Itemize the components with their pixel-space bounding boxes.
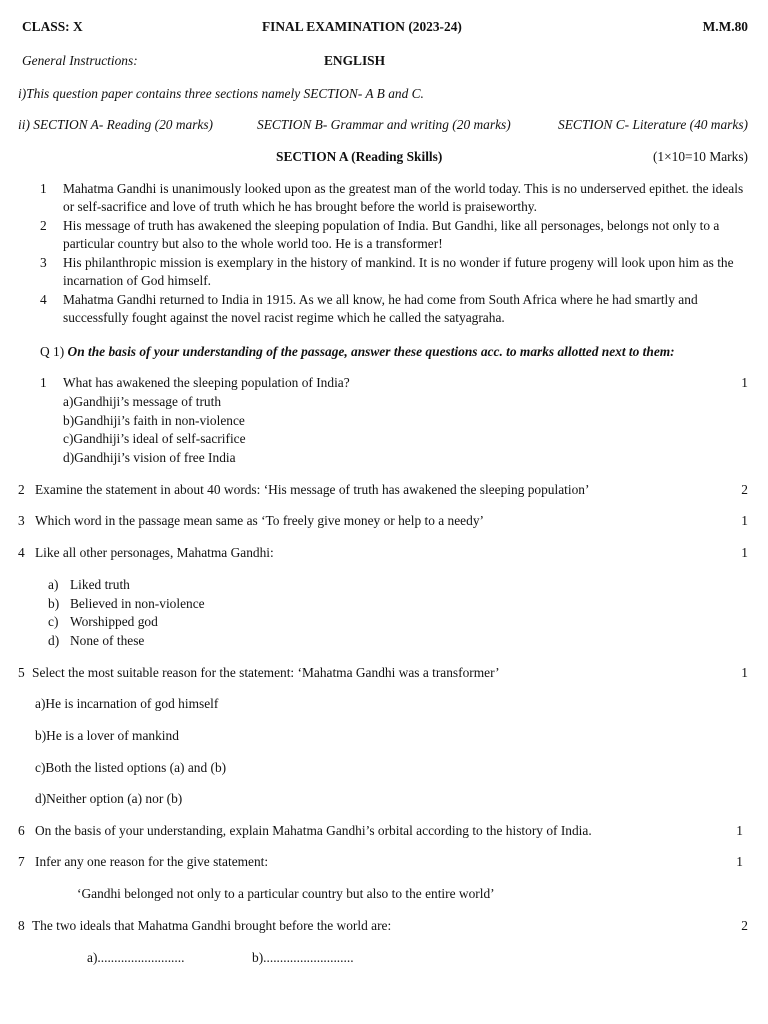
q1-prefix: Q 1) <box>40 344 65 359</box>
question-7-quote: ‘Gandhi belonged not only to a particular country but also to the entire world’ <box>77 886 495 901</box>
section-a-heading: SECTION A (Reading Skills) <box>276 149 443 164</box>
passage-num-4: 4 <box>40 292 47 307</box>
exam-title: FINAL EXAMINATION (2023-24) <box>262 19 462 34</box>
question-8-blank-b[interactable]: b)........................... <box>252 950 354 965</box>
question-8-marks: 2 <box>741 918 748 933</box>
question-5-marks: 1 <box>741 665 748 680</box>
instruction-section-c: SECTION C- Literature (40 marks) <box>558 117 748 132</box>
question-4-text: Like all other personages, Mahatma Gandhi: <box>35 545 274 560</box>
instruction-section-a: ii) SECTION A- Reading (20 marks) <box>18 117 214 132</box>
question-6-number: 6 <box>18 823 25 838</box>
question-3-text: Which word in the passage mean same as ‘To freely give money or help to a needy’ <box>35 513 484 528</box>
question-5-option-c: c)Both the listed options (a) and (b) <box>35 760 227 775</box>
passage-para-4: Mahatma Gandhi returned to India in 1915. As we all know, he had come from South Africa where he had smartly and successfully fought against the novel racist regime which he called the satyagraha. <box>63 292 698 325</box>
question-1-text: What has awakened the sleeping population of India? <box>63 375 350 390</box>
question-8-text: The two ideals that Mahatma Gandhi brought before the world are: <box>32 918 392 933</box>
question-4-option-b-letter: b) <box>48 596 60 611</box>
question-1-option-d: d)Gandhiji’s vision of free India <box>63 450 236 465</box>
max-marks: M.M.80 <box>702 19 748 34</box>
question-4-option-a-letter: a) <box>48 577 59 592</box>
question-4-option-c: Worshipped god <box>70 614 158 629</box>
section-a-marks: (1×10=10 Marks) <box>652 149 748 164</box>
question-1-number: 1 <box>40 375 47 390</box>
passage-num-3: 3 <box>40 255 47 270</box>
q1-instruction-text: On the basis of your understanding of the passage, answer these questions acc. to marks allotted next to them: <box>67 344 675 359</box>
instruction-section-b: SECTION B- Grammar and writing (20 marks) <box>257 117 511 132</box>
question-3-marks: 1 <box>741 513 748 528</box>
question-7-marks: 1 <box>736 854 743 869</box>
question-1-option-c: c)Gandhiji’s ideal of self-sacrifice <box>63 431 246 446</box>
passage-para-1: Mahatma Gandhi is unanimously looked upon as the greatest man of the world today. This is no underserved epithet. the ideals or self-sacrifice and love of truth which he has brought before the world is praiseworthy. <box>63 181 744 214</box>
question-5-option-a: a)He is incarnation of god himself <box>35 696 219 711</box>
passage-para-3: His philanthropic mission is exemplary in the history of mankind. It is no wonder if future progeny will look upon him as the incarnation of God himself. <box>63 255 734 288</box>
class-label: CLASS: X <box>22 19 83 34</box>
question-1-option-a: a)Gandhiji’s message of truth <box>63 394 222 409</box>
question-8-number: 8 <box>18 918 25 933</box>
question-7-text: Infer any one reason for the give statement: <box>35 854 269 869</box>
instruction-line-1: i)This question paper contains three sections namely SECTION- A B and C. <box>18 86 424 101</box>
question-2-number: 2 <box>18 482 25 497</box>
question-4-marks: 1 <box>741 545 748 560</box>
question-6-marks: 1 <box>736 823 743 838</box>
question-3-number: 3 <box>18 513 25 528</box>
passage-para-2: His message of truth has awakened the sleeping population of India. But Gandhi, like all personages, belongs not only to a particular country but also to the whole world too. He is a transformer! <box>63 218 720 251</box>
question-6-text: On the basis of your understanding, explain Mahatma Gandhi’s orbital according to the history of India. <box>35 823 592 838</box>
question-4-option-d-letter: d) <box>48 633 60 648</box>
question-5-text: Select the most suitable reason for the statement: ‘Mahatma Gandhi was a transformer’ <box>32 665 500 680</box>
subject-title: ENGLISH <box>324 53 386 68</box>
question-4-option-c-letter: c) <box>48 614 59 629</box>
passage-num-2: 2 <box>40 218 47 233</box>
question-7-number: 7 <box>18 854 25 869</box>
general-instructions-label: General Instructions: <box>22 53 138 68</box>
question-8-blank-a[interactable]: a).......................... <box>87 950 185 965</box>
question-2-text: Examine the statement in about 40 words: ‘His message of truth has awakened the sleeping population’ <box>35 482 590 497</box>
question-1-option-b: b)Gandhiji’s faith in non-violence <box>63 413 245 428</box>
passage-num-1: 1 <box>40 181 47 196</box>
question-2-marks: 2 <box>741 482 748 497</box>
question-1-marks: 1 <box>741 375 748 390</box>
question-4-option-b: Believed in non-violence <box>70 596 205 611</box>
question-4-option-a: Liked truth <box>70 577 130 592</box>
question-5-option-b: b)He is a lover of mankind <box>35 728 179 743</box>
question-4-number: 4 <box>18 545 25 560</box>
question-4-option-d: None of these <box>70 633 145 648</box>
q1-instruction <box>40 343 675 361</box>
question-5-number: 5 <box>18 665 25 680</box>
question-5-option-d: d)Neither option (a) nor (b) <box>35 791 183 806</box>
